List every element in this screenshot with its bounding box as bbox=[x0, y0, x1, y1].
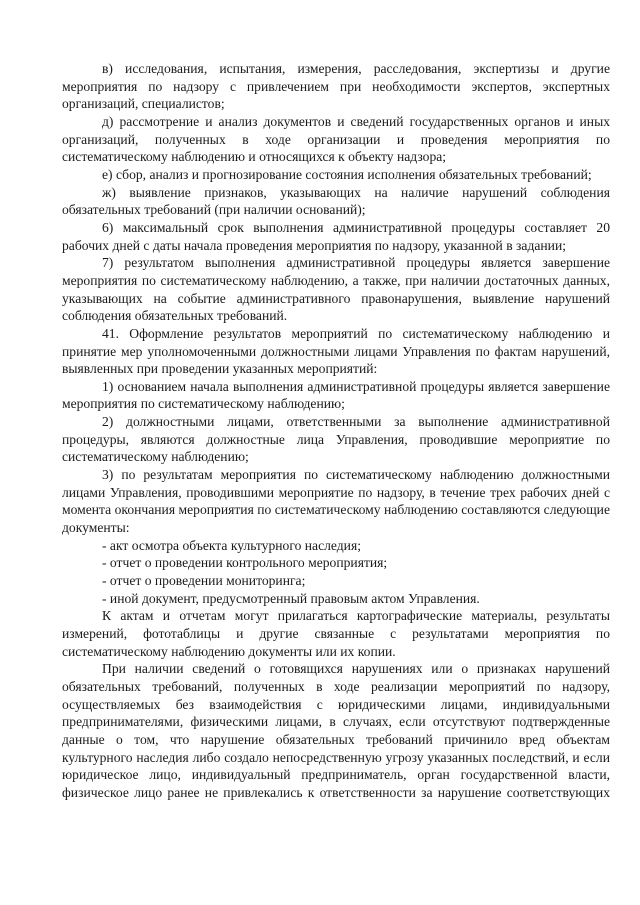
paragraph-item-e: е) сбор, анализ и прогнозирование состояния исполнения обязательных требований; bbox=[102, 166, 592, 182]
paragraph-item-2: 2) должностными лицами, ответственными за выполнение административной процедуры, являются должностные лица Управления, проводившие мероприятие по систематическому наблюдению; bbox=[62, 414, 610, 465]
paragraph-item-3: 3) по результатам мероприятия по систематическому наблюдению должностными лицами Управления, проводившими мероприятие по надзору, в течение трех рабочих дней с момента окончания мероприятия по систематическому наблюдению составляются следующие документы: bbox=[62, 467, 610, 536]
paragraph-violations: При наличии сведений о готовящихся нарушениях или о признаках нарушений обязательных требований, полученных в ходе реализации мероприятий по надзору, осуществляемых без взаимодействия с юридическими лицами, индивидуальными предпринимателями, физическими лицами, в случаях, если отсутствуют подтвержденные данные о том, что нарушение обязательных требований причинило вред объектам культурного наследия либо создало непосредственную угрозу указанных последствий, и если юридическое лицо, индивидуальный предприниматель, орган государственной власти, физическое лицо ранее не привлекались к ответственности за нарушение соответствующих bbox=[62, 661, 610, 800]
paragraph-item-6: 6) максимальный срок выполнения административной процедуры составляет 20 рабочих дней с даты начала проведения мероприятия по надзору, указанной в задании; bbox=[62, 219, 610, 253]
paragraph-item-d: д) рассмотрение и анализ документов и сведений государственных органов и иных организаций, полученных в ходе организации и проведения мероприятия по систематическому наблюдению и относящихся к объекту надзора; bbox=[62, 113, 610, 165]
list-item-other-document: - иной документ, предусмотренный правовым актом Управления. bbox=[102, 590, 480, 606]
paragraph-attachments: К актам и отчетам могут прилагаться картографические материалы, результаты измерений, фототаблицы и другие связанные с результатами мероприятия по систематическому наблюдению документы или их копии. bbox=[62, 608, 610, 659]
paragraph-clause-41: 41. Оформление результатов мероприятий по систематическому наблюдению и принятие мер уполномоченными должностными лицами Управления по фактам нарушений, выявленных при проведении указанных мероприятий: bbox=[62, 325, 610, 377]
list-item-inspection-act: - акт осмотра объекта культурного наследия; bbox=[102, 537, 361, 553]
paragraph-item-v: в) исследования, испытания, измерения, расследования, экспертизы и другие мероприятия по надзору с привлечением при необходимости экспертов, экспертных организаций, специалистов; bbox=[62, 61, 610, 112]
document-body bbox=[62, 60, 610, 802]
paragraph-item-zh: ж) выявление признаков, указывающих на наличие нарушений соблюдения обязательных требований (при наличии оснований); bbox=[62, 184, 610, 218]
list-item-monitoring-report: - отчет о проведении мониторинга; bbox=[102, 573, 306, 589]
list-item-control-report: - отчет о проведении контрольного мероприятия; bbox=[102, 555, 388, 571]
paragraph-item-1: 1) основанием начала выполнения административной процедуры является завершение мероприятия по систематическому наблюдению; bbox=[62, 378, 610, 412]
paragraph-item-7: 7) результатом выполнения административной процедуры является завершение мероприятия по систематическому наблюдению, а также, при наличии достаточных данных, указывающих на событие административного правонарушения, выявление нарушений соблюдения обязательных требований. bbox=[62, 255, 610, 324]
